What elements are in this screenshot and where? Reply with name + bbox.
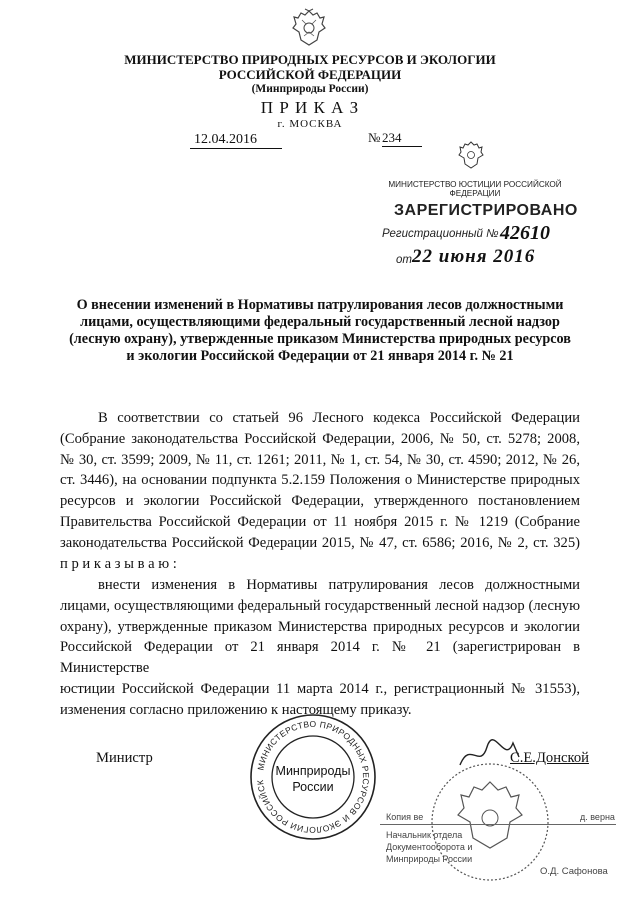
decision-line: охрану), утвержденные приказом Министерства природных ресурсов и экологии xyxy=(60,618,580,635)
coat-of-arms-icon xyxy=(291,8,327,48)
copy-stamp-line2: Начальник отдела xyxy=(386,830,463,840)
signature-name: С.Е.Донской xyxy=(510,750,589,766)
decision-line: изменения согласно приложению к настоящему приказу. xyxy=(60,701,412,718)
decision-line: лицами, осуществляющими федеральный государственный лесной надзор (лесную xyxy=(60,597,580,614)
preamble-line: ресурсов и экологии Российской Федерации, утвержденного постановлением xyxy=(60,493,580,510)
preamble-line: № 30, ст. 3599; 2009, № 11, ст. 1261; 2011, № 1, ст. 54, № 30, ст. 4590; 2012, № 26, xyxy=(60,451,580,468)
document-type: П Р И К А З xyxy=(260,98,360,117)
preamble-line: Правительства Российской Федерации от 11 ноября 2015 г. № 1219 (Собрание xyxy=(60,513,580,530)
decision xyxy=(60,575,580,721)
preamble-line: (Собрание законодательства Российской Федерации, 2006, № 50, ст. 5278; 2008, xyxy=(60,430,580,447)
stamp-reg-date: 22 июня 2016 xyxy=(412,246,536,267)
stamp-reg-label: Регистрационный № xyxy=(382,228,499,240)
title-line1: О внесении изменений в Нормативы патрулирования лесов должностными xyxy=(76,297,564,313)
ministry-short-name: (Минприроды России) xyxy=(251,83,369,95)
copy-stamp-line1: Копия ве xyxy=(386,812,424,822)
ministry-name-line1: МИНИСТЕРСТВО ПРИРОДНЫХ РЕСУРСОВ И ЭКОЛОГИИ xyxy=(124,52,496,67)
preamble-line: законодательства Российской Федерации 2015, № 47, ст. 6586; 2016, № 2, ст. 325) xyxy=(60,534,580,551)
preamble xyxy=(60,408,580,574)
preamble-line: ст. 3446), на основании подпункта 5.2.159 Положения о Министерстве природных xyxy=(60,472,580,489)
city: г. МОСКВА xyxy=(277,118,343,130)
stamp-reg-number: 42610 xyxy=(500,222,550,244)
title-line2: лицами, осуществляющими федеральный государственный лесной надзор xyxy=(80,314,560,330)
decision-line: внести изменения в Нормативы патрулирования лесов должностными xyxy=(98,577,580,593)
copy-stamp-line4: Минприроды России xyxy=(386,854,473,864)
stamp-from-label: от xyxy=(396,254,412,266)
signature-position: Министр xyxy=(96,750,153,766)
seal-center-line2: России xyxy=(292,780,334,794)
copy-stamp-signer: О.Д. Сафонова xyxy=(540,866,608,877)
decision-line: юстиции Российской Федерации 11 марта 2014 г., регистрационный № 31553), xyxy=(60,680,580,697)
order-number: 234 xyxy=(382,130,422,147)
copy-stamp-line1-right: д. верна xyxy=(580,812,615,822)
stamp-org: МИНИСТЕРСТВО ЮСТИЦИИ РОССИЙСКОЙ ФЕДЕРАЦИИ xyxy=(388,180,562,198)
seal-ring-text: МИНИСТЕРСТВО ПРИРОДНЫХ РЕСУРСОВ И ЭКОЛОГИИ РОССИЙСК xyxy=(255,718,372,836)
preamble-line: В соответствии со статьей 96 Лесного кодекса Российской Федерации xyxy=(98,410,580,426)
official-seal xyxy=(248,712,378,842)
registration-stamp xyxy=(370,132,580,282)
stamp-emblem-icon xyxy=(458,140,484,170)
order-number-label: № xyxy=(368,130,381,145)
copy-stamp-line3: Документооборота и xyxy=(386,842,473,852)
order-date: 12.04.2016 xyxy=(190,132,282,149)
decision-line: Российской Федерации от 21 января 2014 г. № 21 (зарегистрирован в Министерстве xyxy=(60,639,580,677)
ministry-name-line2: РОССИЙСКОЙ ФЕДЕРАЦИИ xyxy=(218,67,402,82)
seal-center-line1: Минприроды xyxy=(275,764,351,778)
title-line3: (лесную охрану), утвержденные приказом Министерства природных ресурсов xyxy=(69,331,571,347)
title-line4: и экологии Российской Федерации от 21 января 2014 г. № 21 xyxy=(126,348,514,364)
copy-stamp xyxy=(380,812,620,882)
order-word: п р и к а з ы в а ю : xyxy=(60,555,177,572)
stamp-status: ЗАРЕГИСТРИРОВАНО xyxy=(394,202,578,219)
